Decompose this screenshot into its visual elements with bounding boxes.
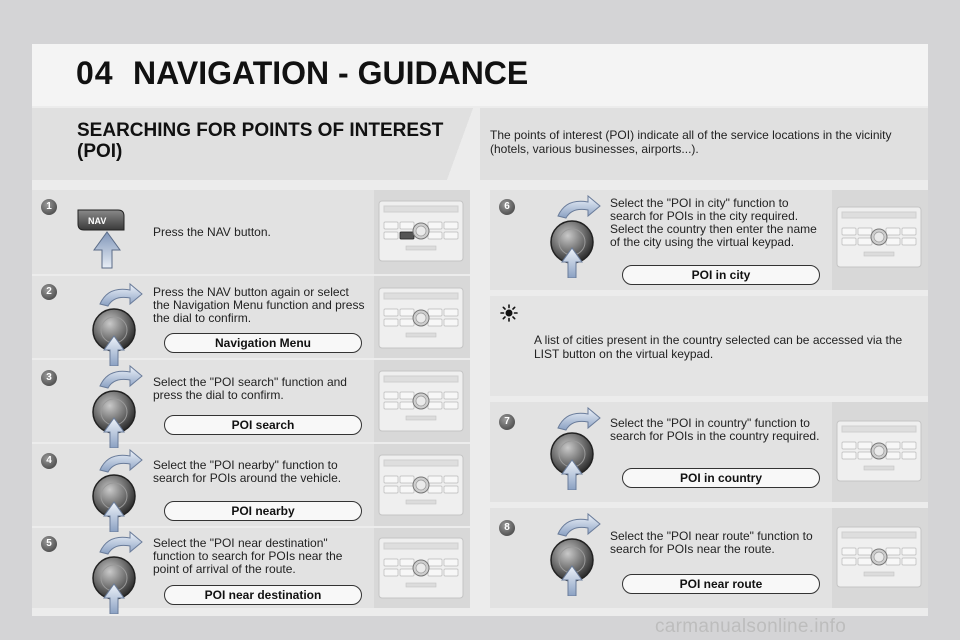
pill-navigation-menu: Navigation Menu xyxy=(164,333,362,353)
step-5-number: 5 xyxy=(41,536,57,552)
pill-poi-near-destination: POI near destination xyxy=(164,585,362,605)
step-3-number: 3 xyxy=(41,370,57,386)
step-1-number: 1 xyxy=(41,199,57,215)
step-1-text: Press the NAV button. xyxy=(153,225,271,239)
section-intro: The points of interest (POI) indicate all of the service locations in the vicinity (hotels, various businesses, airports...). xyxy=(490,128,892,156)
dial-icon-step-7 xyxy=(544,406,610,490)
radio-panel-step-1 xyxy=(378,200,464,262)
dial-icon-step-3 xyxy=(86,364,152,448)
step-7-text: Select the "POI in country" function to search for POIs in the country required. xyxy=(610,416,820,443)
radio-panel-step-4 xyxy=(378,454,464,516)
section-title: SEARCHING FOR POINTS OF INTEREST (POI) xyxy=(77,120,444,162)
step-4-text: Select the "POI nearby" function to search for POIs around the vehicle. xyxy=(153,458,342,485)
step-6-number: 6 xyxy=(499,199,515,215)
pill-poi-nearby: POI nearby xyxy=(164,501,362,521)
step-6-text: Select the "POI in city" function to search for POIs in the city required. Select the country then enter the name of the city using the virtual keypad. xyxy=(610,196,817,249)
tip-text: A list of cities present in the country selected can be accessed via the LIST button on the virtual keypad. xyxy=(534,333,903,361)
radio-panel-step-6 xyxy=(836,206,922,268)
step-2-number: 2 xyxy=(41,284,57,300)
step-8-number: 8 xyxy=(499,520,515,536)
nav-button-label: NAV xyxy=(88,216,107,226)
step-3-text: Select the "POI search" function and press the dial to confirm. xyxy=(153,375,347,402)
step-8-text: Select the "POI near route" function to search for POIs near the route. xyxy=(610,529,813,556)
dial-icon-step-6 xyxy=(544,194,610,278)
dial-icon-step-8 xyxy=(544,512,610,596)
pill-poi-near-route: POI near route xyxy=(622,574,820,594)
radio-panel-step-7 xyxy=(836,420,922,482)
dial-icon-step-4 xyxy=(86,448,152,532)
dial-icon-step-2 xyxy=(86,282,152,366)
sun-tip-icon xyxy=(500,304,518,322)
radio-panel-step-2 xyxy=(378,287,464,349)
radio-panel-step-3 xyxy=(378,370,464,432)
radio-panel-step-5 xyxy=(378,537,464,599)
chapter-number: 04 xyxy=(76,55,114,91)
dial-icon-step-5 xyxy=(86,530,152,614)
pill-poi-search: POI search xyxy=(164,415,362,435)
step-4-number: 4 xyxy=(41,453,57,469)
nav-button-icon xyxy=(76,202,146,270)
radio-panel-step-8 xyxy=(836,526,922,588)
step-5-text: Select the "POI near destination" function to search for POIs near the point of arrival of the route. xyxy=(153,536,343,576)
pill-poi-in-city: POI in city xyxy=(622,265,820,285)
pill-poi-in-country: POI in country xyxy=(622,468,820,488)
step-2-text: Press the NAV button again or select the Navigation Menu function and press the dial to confirm. xyxy=(153,285,365,325)
step-7-number: 7 xyxy=(499,414,515,430)
watermark: carmanualsonline.info xyxy=(655,616,847,637)
chapter-title: NAVIGATION - GUIDANCE xyxy=(133,55,529,91)
